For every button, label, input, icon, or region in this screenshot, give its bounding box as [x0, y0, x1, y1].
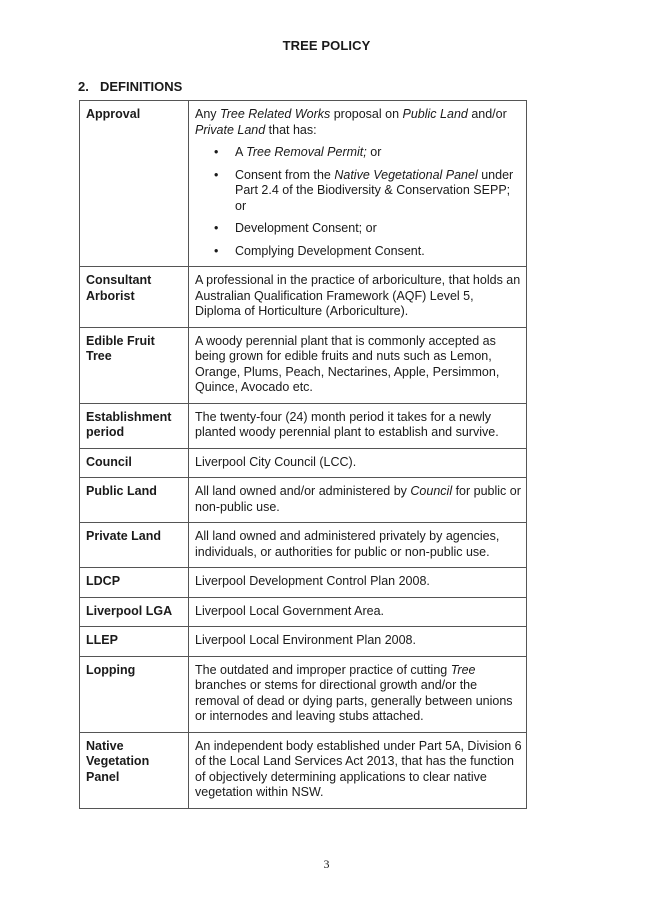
italic-term: Tree Removal Permit;	[246, 145, 367, 159]
italic-term: Native Vegetational Panel	[334, 167, 478, 182]
page-title: TREE POLICY	[282, 38, 371, 53]
term-cell: Liverpool LGA	[80, 597, 189, 627]
italic-term: Tree Related Works	[220, 107, 331, 121]
page-number: 3	[323, 857, 330, 871]
section-title: DEFINITIONS	[100, 79, 183, 94]
bullet-list	[195, 145, 522, 259]
definition-intro	[195, 107, 522, 138]
text-run: that has:	[265, 122, 317, 137]
definitions-table	[79, 100, 527, 809]
table-row	[80, 656, 527, 732]
table-row	[80, 327, 527, 403]
bullet-item	[195, 221, 522, 237]
definition-cell: Liverpool Development Control Plan 2008.	[189, 568, 527, 598]
bullet-dot: •	[214, 243, 219, 258]
bullet-dot: •	[214, 221, 219, 235]
definition-cell: Liverpool City Council (LCC).	[189, 448, 527, 478]
italic-term: Tree	[450, 662, 476, 677]
bullet-dot: •	[214, 167, 219, 182]
italic-term: Public Land	[402, 107, 468, 121]
term-cell: Establishment period	[80, 403, 189, 448]
table-row	[80, 597, 527, 627]
term-cell: Native Vegetation Panel	[80, 732, 189, 808]
definition-cell: A professional in the practice of arboriculture, that holds an Australian Qualification Framework (AQF) Level 5, Diploma of Horticulture (Arboriculture).	[189, 267, 527, 328]
text-run: Any	[195, 107, 221, 121]
table-row	[80, 267, 527, 328]
term-cell: LDCP	[80, 568, 189, 598]
definition-cell: All land owned and administered privately by agencies, individuals, or authorities for public or non-public use.	[189, 523, 527, 568]
bullet-item	[195, 145, 522, 161]
term-cell: Approval	[80, 101, 189, 267]
table-row	[80, 568, 527, 598]
term-cell: Council	[80, 448, 189, 478]
table-row	[80, 523, 527, 568]
term-cell: Private Land	[80, 523, 189, 568]
definition-cell: Liverpool Local Government Area.	[189, 597, 527, 627]
text-run: All land owned and/or administered by	[195, 484, 411, 498]
text-run: Complying Development Consent.	[235, 243, 425, 258]
term-cell: LLEP	[80, 627, 189, 657]
table-row	[80, 403, 527, 448]
text-run: proposal on	[330, 107, 403, 121]
term-cell: Consultant Arborist	[80, 267, 189, 328]
text-run: under Part 2.4 of the Biodiversity & Conservation SEPP; or	[235, 167, 514, 213]
definition-cell: A woody perennial plant that is commonly accepted as being grown for edible fruits and nuts such as Lemon, Orange, Plums, Peach, Nectarines, Apple, Persimmon, Quince, Avocado etc.	[189, 327, 527, 403]
text-run: Development Consent; or	[235, 221, 377, 235]
definition-cell: Liverpool Local Environment Plan 2008.	[189, 627, 527, 657]
text-run: or	[366, 145, 382, 159]
table-row	[80, 448, 527, 478]
bullet-item	[195, 168, 522, 215]
definition-cell	[189, 101, 527, 267]
text-run: The outdated and improper practice of cutting	[195, 662, 451, 677]
bullet-dot: •	[214, 145, 219, 159]
definition-cell: The twenty-four (24) month period it takes for a newly planted woody perennial plant to establish and survive.	[189, 403, 527, 448]
text-run: A	[235, 145, 247, 159]
text-run: and/or	[467, 107, 507, 121]
term-cell: Lopping	[80, 656, 189, 732]
italic-term: Private Land	[195, 122, 266, 137]
section-number: 2.	[78, 79, 89, 94]
text-run: branches or stems for directional growth and/or the removal of dead or dying parts, generally between unions or internodes and leaving stubs attached.	[195, 678, 513, 723]
table-row	[80, 478, 527, 523]
bullet-item	[195, 244, 522, 260]
term-cell: Edible Fruit Tree	[80, 327, 189, 403]
definition-cell: An independent body established under Part 5A, Division 6 of the Local Land Services Act 2013, that has the function of objectively determining applications to clear native vegetation within NSW.	[189, 732, 527, 808]
table-row	[80, 101, 527, 267]
table-row	[80, 732, 527, 808]
definition-cell	[189, 478, 527, 523]
text-run: for public or non-public use.	[195, 484, 521, 514]
italic-term: Council	[410, 484, 453, 498]
table-row	[80, 627, 527, 657]
section-heading	[78, 79, 182, 94]
term-cell: Public Land	[80, 478, 189, 523]
text-run: Consent from the	[235, 167, 335, 182]
definition-cell	[189, 656, 527, 732]
